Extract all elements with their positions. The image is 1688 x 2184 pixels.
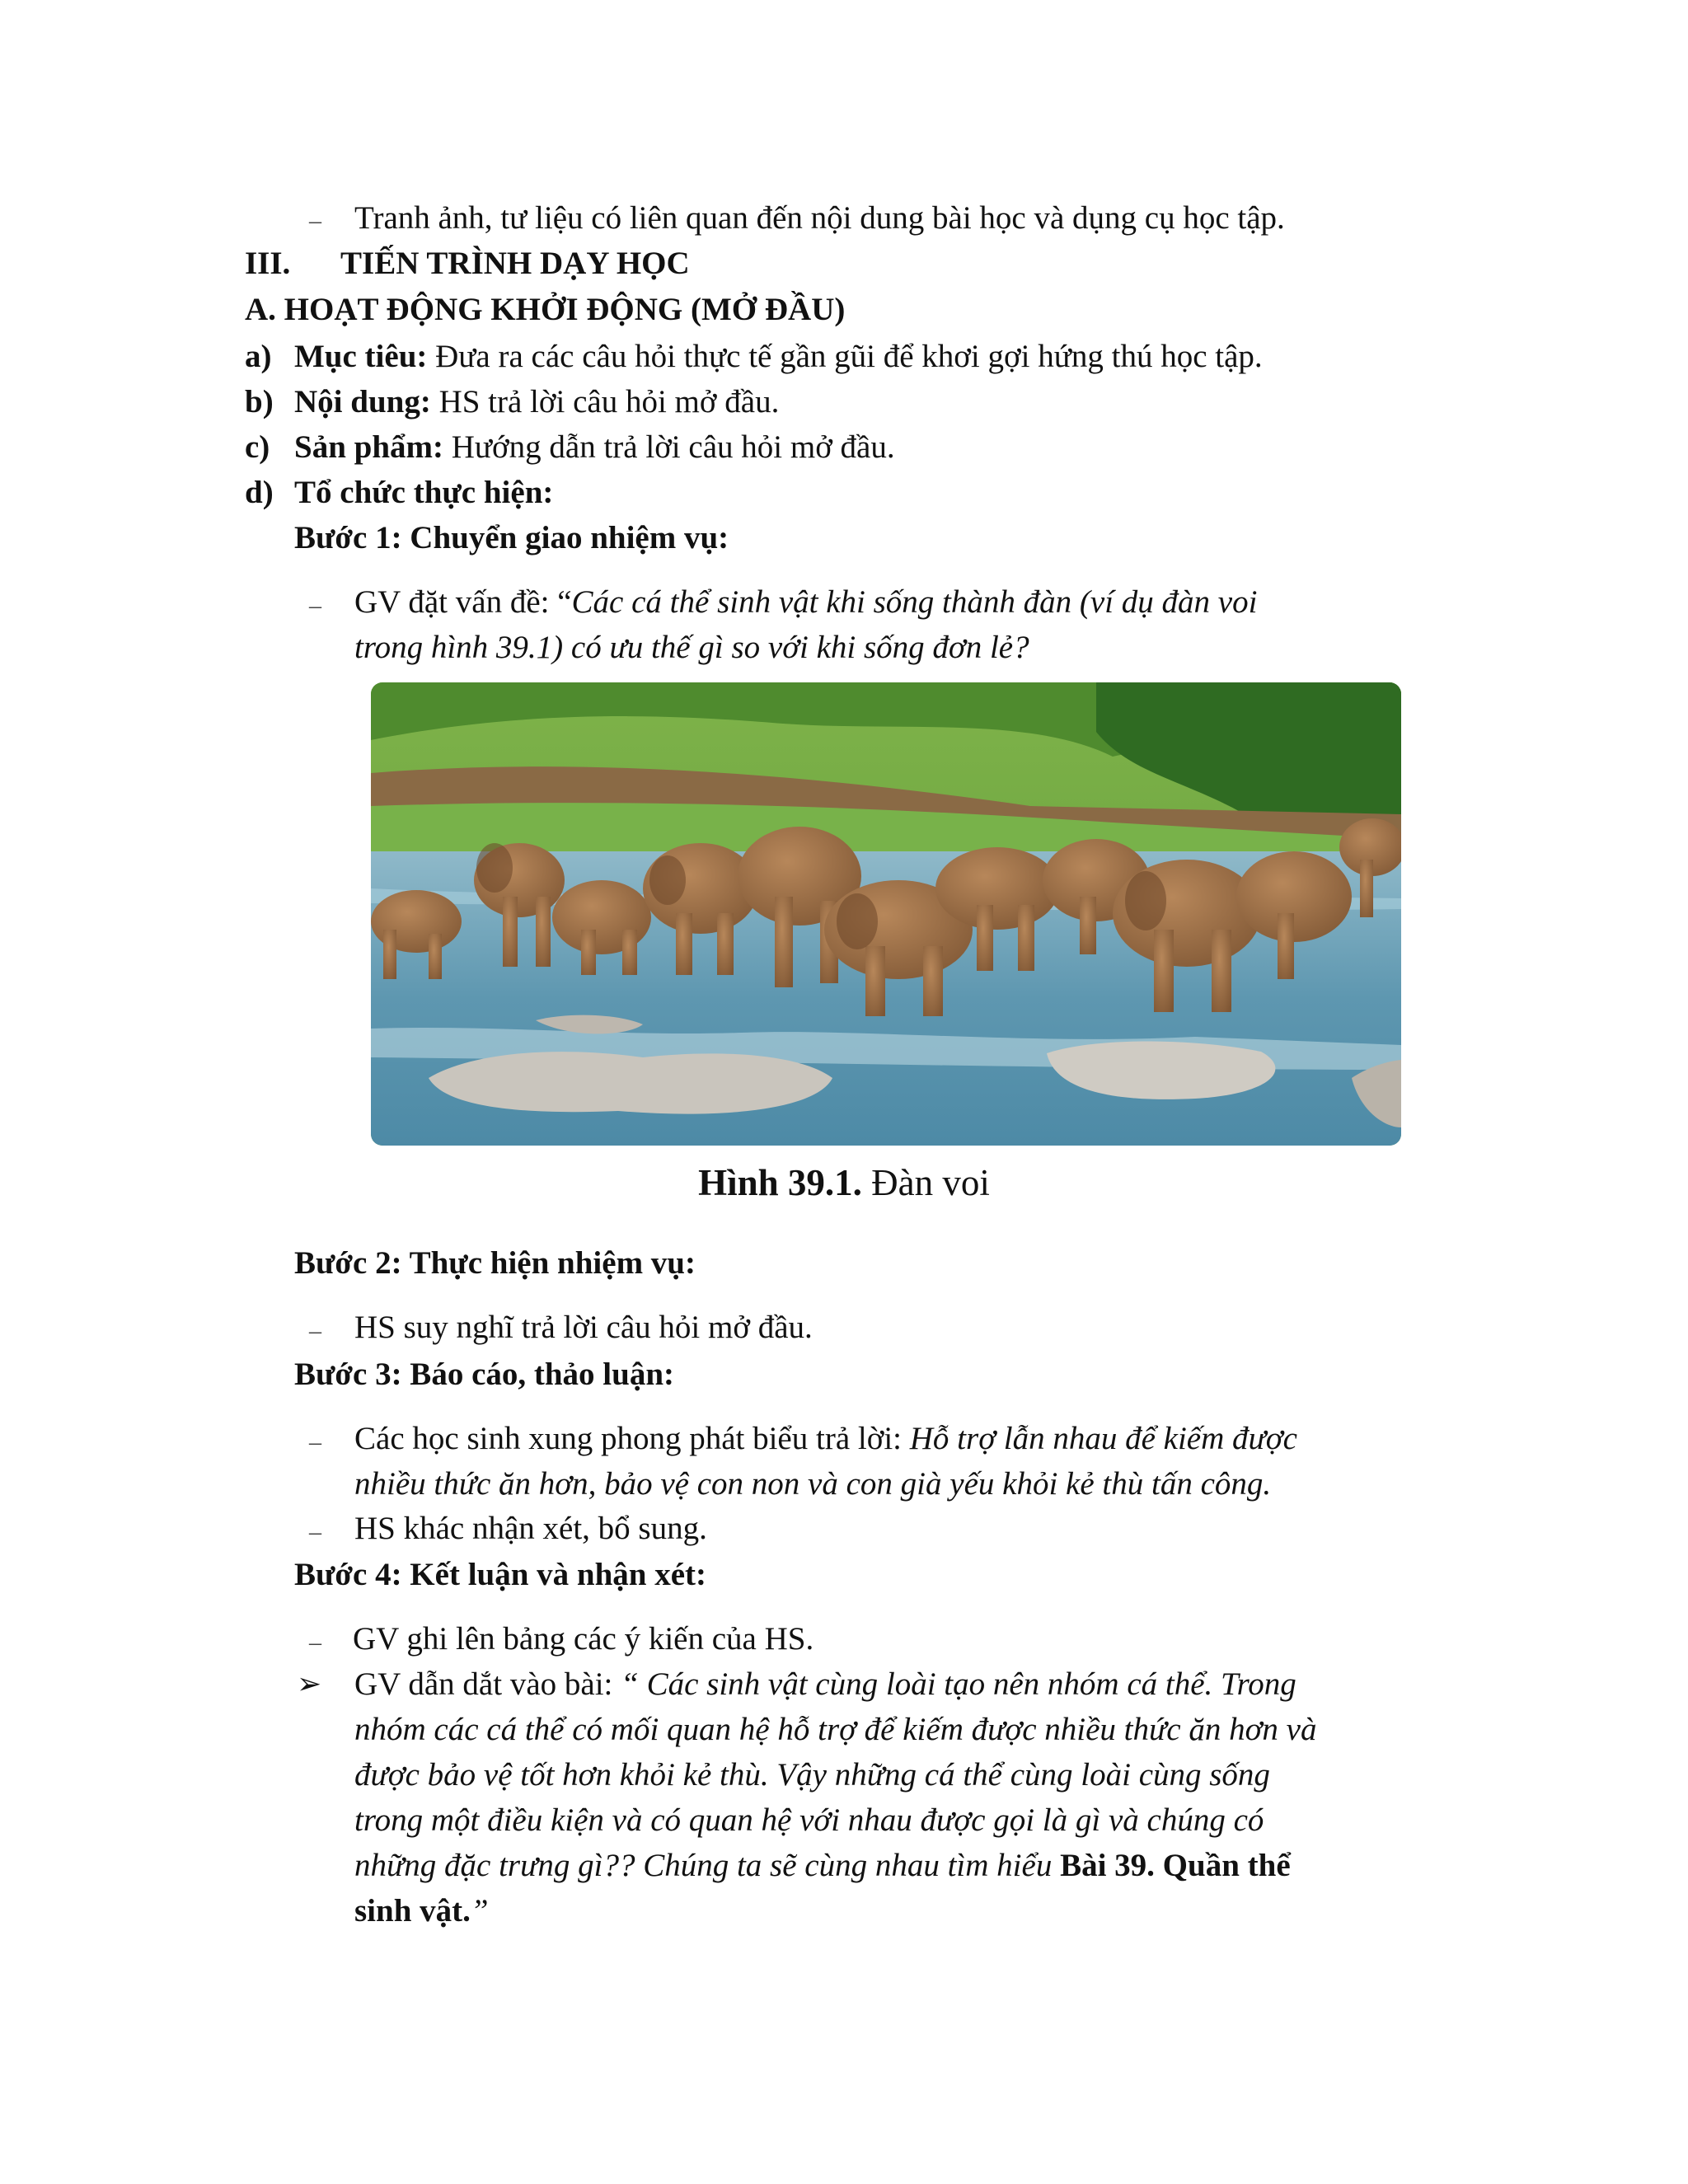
item-d-label: d) xyxy=(245,475,274,510)
item-b-label: b) xyxy=(245,384,274,419)
step1-question: Các cá thể sinh vật khi sống thành đàn (ví dụ đàn voi xyxy=(571,584,1258,620)
section-title: TIẾN TRÌNH DẠY HỌC xyxy=(340,246,690,281)
step4-bullet1: GV ghi lên bảng các ý kiến của HS. xyxy=(353,1621,814,1657)
item-a xyxy=(245,334,1263,379)
step2-bullet: HS suy nghĩ trả lời câu hỏi mở đầu. xyxy=(354,1310,813,1345)
figure-caption xyxy=(0,1158,1688,1207)
step3-lead: Các học sinh xung phong phát biểu trả lời: xyxy=(354,1421,910,1456)
item-d-key: Tổ chức thực hiện: xyxy=(294,475,554,510)
step4-quote-1: “ Các sinh vật cùng loài tạo nên nhóm cá thể. Trong xyxy=(621,1666,1296,1702)
step3-bullet2: HS khác nhận xét, bổ sung. xyxy=(354,1511,707,1546)
item-a-text: Đưa ra các câu hỏi thực tế gần gũi để khơi gợi hứng thú học tập. xyxy=(427,339,1263,374)
step1-lead: GV đặt vấn đề: “ xyxy=(354,584,572,620)
section-heading xyxy=(245,241,690,286)
item-a-label: a) xyxy=(245,339,272,374)
step1-title: Bước 1: Chuyển giao nhiệm vụ: xyxy=(294,520,729,555)
bullet-dash: – xyxy=(309,1629,321,1656)
item-b-key: Nội dung: xyxy=(294,384,431,419)
bullet-dash: – xyxy=(309,207,321,234)
arrow-bullet-icon: ➢ xyxy=(297,1667,322,1700)
item-d xyxy=(245,470,553,515)
lesson-title-end: sinh vật. xyxy=(354,1893,471,1929)
item-c-text: Hướng dẫn trả lời câu hỏi mở đầu. xyxy=(443,429,895,465)
item-c-key: Sản phẩm: xyxy=(294,429,443,465)
step4-quote-5 xyxy=(354,1843,1291,1888)
figure-label: Hình 39.1. xyxy=(698,1162,862,1203)
item-b xyxy=(245,379,779,424)
bullet-dash: – xyxy=(309,592,321,619)
step4-quote-4: trong một điều kiện và có quan hệ với nhau được gọi là gì và chúng có xyxy=(354,1802,1264,1838)
figure-caption-text: Đàn voi xyxy=(861,1162,990,1203)
item-a-key: Mục tiêu: xyxy=(294,339,428,374)
item-c xyxy=(245,424,895,470)
step3-answer-line2: nhiều thức ăn hơn, bảo vệ con non và con già yếu khỏi kẻ thù tấn công. xyxy=(354,1466,1272,1502)
step4-lead: GV dẫn dắt vào bài: xyxy=(354,1666,621,1702)
step4-quote-2: nhóm các cá thể có mối quan hệ hỗ trợ để kiếm được nhiều thức ăn hơn và xyxy=(354,1712,1317,1747)
step3-title: Bước 3: Báo cáo, thảo luận: xyxy=(294,1357,675,1392)
bullet-dash: – xyxy=(309,1428,321,1455)
step2-title: Bước 2: Thực hiện nhiệm vụ: xyxy=(294,1245,696,1281)
step1-question-line2: trong hình 39.1) có ưu thế gì so với khi sống đơn lẻ? xyxy=(354,630,1029,665)
activity-title: A. HOẠT ĐỘNG KHỞI ĐỘNG (MỞ ĐẦU) xyxy=(245,292,846,327)
lesson-title: Bài 39. Quần thể xyxy=(1060,1848,1291,1883)
step1-question-line1 xyxy=(354,579,1257,625)
closing-quote: ” xyxy=(470,1893,489,1929)
step4-quote-3: được bảo vệ tốt hơn khỏi kẻ thù. Vậy những cá thể cùng loài cùng sống xyxy=(354,1757,1270,1793)
materials-bullet: Tranh ảnh, tư liệu có liên quan đến nội dung bài học và dụng cụ học tập. xyxy=(354,200,1285,236)
bullet-dash: – xyxy=(309,1317,321,1344)
step3-answer-line1 xyxy=(354,1416,1297,1461)
item-b-text: HS trả lời câu hỏi mở đầu. xyxy=(430,384,780,419)
bullet-dash: – xyxy=(309,1518,321,1545)
step4-quote-6 xyxy=(354,1888,489,1933)
item-c-label: c) xyxy=(245,429,270,465)
step4-intro-line1 xyxy=(354,1661,1296,1707)
step4-title: Bước 4: Kết luận và nhận xét: xyxy=(294,1557,707,1592)
step4-quote-5-text: những đặc trưng gì?? Chúng ta sẽ cùng nhau tìm hiểu xyxy=(354,1848,1061,1883)
section-number: III. xyxy=(245,246,291,281)
elephant-herd-photo xyxy=(371,682,1401,1146)
step3-answer: Hỗ trợ lẫn nhau để kiếm được xyxy=(909,1421,1297,1456)
